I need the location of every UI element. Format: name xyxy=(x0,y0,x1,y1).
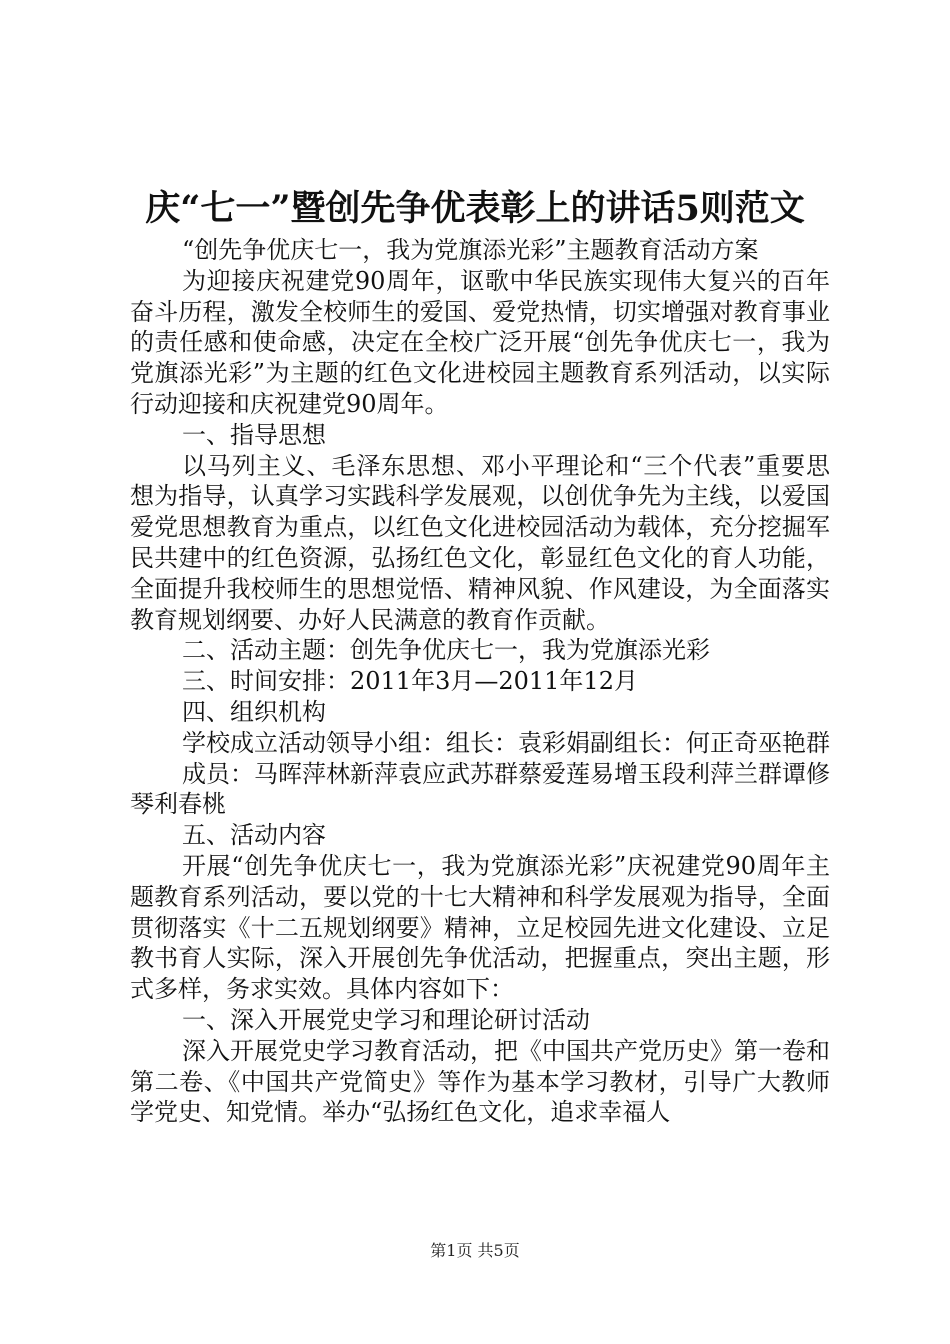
heading-guiding-ideology: 一、指导思想 xyxy=(182,420,326,449)
paragraph-intro: 为迎接庆祝建党90周年，讴歌中华民族实现伟大复兴的百年奋斗历程，激发全校师生的爱国、爱党热情，切实增强对教育事业的责任感和使命感，决定在全校广泛开展“创先争优庆七一，我为党旗添光彩”为主题的红色文化进校园主题教育系列活动，以实际行动迎接和庆祝建党90周年。 xyxy=(130,266,830,418)
paragraph-members: 成员：马晖萍林新萍袁应武苏群蔡爱莲易增玉段利萍兰群谭修琴利春桃 xyxy=(130,759,830,819)
paragraph-activity-content: 开展“创先争优庆七一，我为党旗添光彩”庆祝建党90周年主题教育系列活动，要以党的十七大精神和科学发展观为指导，全面贯彻落实《十二五规划纲要》精神，立足校园先进文化建设、立足教书育人实际，深入开展创先争优活动，把握重点，突出主题，形式多样，务求实效。具体内容如下： xyxy=(130,851,830,1004)
heading-schedule: 三、时间安排：2011年3月—2011年12月 xyxy=(182,667,638,696)
document-title: 庆“七一”暨创先争优表彰上的讲话5则范文 xyxy=(145,188,805,229)
paragraph-guiding-ideology: 以马列主义、毛泽东思想、邓小平理论和“三个代表”重要思想为指导，认真学习实践科学发展观，以创优争先为主线，以爱国爱党思想教育为重点，以红色文化进校园活动为载体，充分挖掘军民共建中的红色资源，弘扬红色文化，彰显红色文化的育人功能，全面提升我校师生的思想觉悟、精神风貌、作风建设，为全面落实教育规划纲要、办好人民满意的教育作贡献。 xyxy=(130,451,830,634)
paragraph-leadership-group: 学校成立活动领导小组：组长：袁彩娟副组长：何正奇巫艳群 xyxy=(182,728,830,757)
heading-activity-theme: 二、活动主题：创先争优庆七一，我为党旗添光彩 xyxy=(182,636,710,665)
paragraph-subtitle: “创先争优庆七一，我为党旗添光彩”主题教育活动方案 xyxy=(182,236,759,264)
heading-activity-content: 五、活动内容 xyxy=(182,821,326,850)
heading-organization: 四、组织机构 xyxy=(182,697,326,726)
document-body xyxy=(130,235,830,1128)
page-footer: 第1页 共5页 xyxy=(430,1241,520,1260)
paragraph-party-history-study: 深入开展党史学习教育活动，把《中国共产党历史》第一卷和第二卷、《中国共产党简史》等作为基本学习教材，引导广大教师学党史、知党情。举办“弘扬红色文化，追求幸福人 xyxy=(130,1036,830,1127)
heading-party-history-study: 一、深入开展党史学习和理论研讨活动 xyxy=(182,1005,590,1034)
